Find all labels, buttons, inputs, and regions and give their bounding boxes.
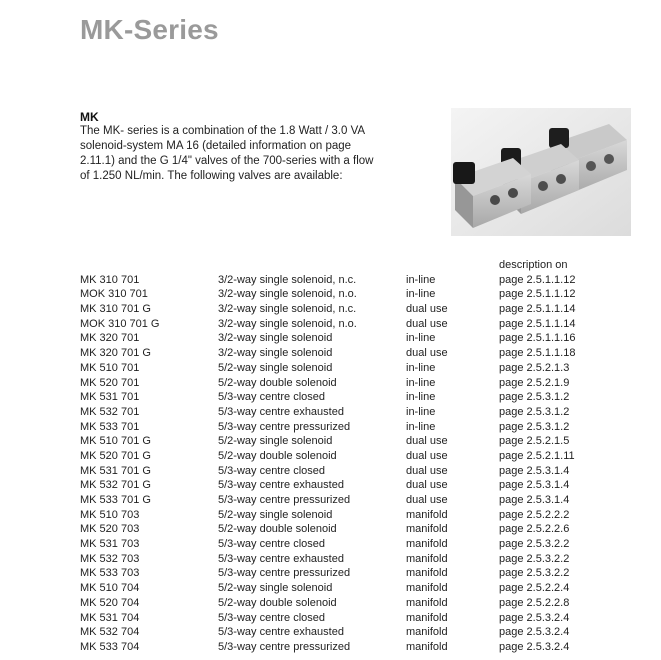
mounting-type: in-line [406,405,436,418]
mounting-type: dual use [406,494,448,506]
page-reference: page 2.5.2.1.11 [499,449,575,462]
valve-function: 3/2-way single solenoid [218,347,333,360]
mounting-type: manifold [406,538,448,551]
valve-function: 5/3-way centre exhausted [218,479,344,492]
model-code: MK 531 704 [80,611,140,624]
model-code: MK 510 704 [80,582,140,595]
model-code: MK 520 703 [80,523,140,536]
mounting-type: manifold [406,596,448,609]
model-code: MK 533 701 G [80,494,151,506]
model-code: MK 310 701 [80,273,140,286]
mounting-type: manifold [406,567,448,580]
valve-function: 5/2-way single solenoid [218,508,333,521]
valve-function: 3/2-way single solenoid, n.o. [218,317,357,330]
mounting-type: dual use [406,479,448,492]
valve-function: 5/3-way centre closed [218,464,325,477]
page-reference: page 2.5.1.1.12 [499,273,576,286]
model-code: MK 533 701 [80,420,140,433]
model-code: MOK 310 701 G [80,317,160,330]
valve-function: 5/2-way double solenoid [218,449,337,462]
valve-function: 5/3-way centre exhausted [218,552,344,565]
model-code: MK 532 703 [80,552,140,565]
model-code: MK 531 701 [80,391,140,404]
valve-function: 5/2-way double solenoid [218,523,337,536]
model-code: MK 320 701 [80,332,140,345]
page-reference: page 2.5.3.2.2 [499,552,570,565]
page-reference: page 2.5.2.2.6 [499,523,570,536]
page-reference: page 2.5.3.2.4 [499,611,570,624]
valve-function: 5/3-way centre exhausted [218,405,344,418]
model-code: MK 533 703 [80,567,140,580]
mounting-type: in-line [406,420,436,433]
page-reference: page 2.5.2.2.4 [499,582,570,595]
valve-function: 5/3-way centre pressurized [218,420,351,433]
valve-function: 5/2-way double solenoid [218,376,337,389]
valve-function: 5/2-way single solenoid [218,361,333,374]
model-code: MK 532 704 [80,626,140,639]
valve-function: 5/3-way centre closed [218,538,325,551]
mounting-type: in-line [406,361,436,374]
model-code: MK 310 701 G [80,303,151,316]
model-code: MK 520 704 [80,596,140,609]
page-reference: page 2.5.3.1.2 [499,405,570,418]
mounting-type: dual use [406,303,448,316]
mounting-type: dual use [406,317,448,330]
page-reference: page 2.5.3.1.2 [499,420,570,433]
intro-paragraph [80,124,380,184]
model-code: MK 531 703 [80,538,140,551]
model-code: MK 510 701 G [80,435,151,448]
mounting-type: in-line [406,391,436,404]
page-reference: page 2.5.2.1.3 [499,361,570,374]
page-reference: page 2.5.1.1.16 [499,332,576,345]
page-reference: page 2.5.2.1.9 [499,376,570,389]
mounting-type: dual use [406,435,448,448]
page-reference: page 2.5.3.2.2 [499,538,570,551]
mounting-type: manifold [406,523,448,536]
product-photo [451,108,631,236]
page-reference: page 2.5.3.1.4 [499,464,570,477]
valve-function: 3/2-way single solenoid, n.o. [218,288,357,301]
page-reference: page 2.5.1.1.14 [499,303,576,316]
intro-line: The MK- series is a combination of the 1.8 Watt / 3.0 VA [80,125,366,137]
mounting-type: dual use [406,464,448,477]
valve-function: 5/3-way centre exhausted [218,626,344,639]
page-reference: page 2.5.3.2.4 [499,640,570,653]
page-reference: page 2.5.2.2.8 [499,596,570,609]
mounting-type: manifold [406,640,448,653]
mounting-type: manifold [406,611,448,624]
valve-function: 5/2-way single solenoid [218,582,333,595]
mounting-type: manifold [406,508,448,521]
valve-product-image [451,108,631,236]
model-code: MK 510 701 [80,361,140,374]
model-code: MK 520 701 G [80,449,151,462]
page-reference: page 2.5.3.1.2 [499,391,570,404]
mounting-type: manifold [406,626,448,639]
page-reference: page 2.5.3.2.4 [499,626,570,639]
model-code: MK 320 701 G [80,347,151,360]
valve-function: 5/2-way double solenoid [218,596,337,609]
mounting-type: in-line [406,273,436,286]
mounting-type: in-line [406,332,436,345]
page-reference: page 2.5.2.1.5 [499,435,570,448]
valve-function: 3/2-way single solenoid, n.c. [218,273,357,286]
valve-function: 5/3-way centre pressurized [218,494,351,506]
page-reference: page 2.5.1.1.14 [499,317,576,330]
model-code: MK 520 701 [80,376,140,389]
page-reference: page 2.5.3.1.4 [499,479,570,492]
valve-function: 5/2-way single solenoid [218,435,333,448]
mounting-type: in-line [406,376,436,389]
page-reference: page 2.5.2.2.2 [499,508,570,521]
page-reference: page 2.5.3.2.2 [499,567,570,580]
valve-function: 3/2-way single solenoid [218,332,333,345]
page-title: MK-Series [80,14,219,45]
page-reference: page 2.5.1.1.12 [499,288,576,301]
model-code: MK 532 701 [80,405,140,418]
valve-function: 5/3-way centre pressurized [218,640,351,653]
intro-line: of 1.250 NL/min. The following valves are available: [80,170,343,182]
model-code: MK 531 701 G [80,464,151,477]
mounting-type: dual use [406,449,448,462]
valve-function: 3/2-way single solenoid, n.c. [218,303,357,316]
valve-function: 5/3-way centre pressurized [218,567,351,580]
intro-line: 2.11.1) and the G 1/4" valves of the 700-series with a flow [80,155,374,167]
intro-line: solenoid-system MA 16 (detailed information on page [80,140,352,152]
page-reference: page 2.5.1.1.18 [499,347,576,360]
valve-function: 5/3-way centre closed [218,391,325,404]
mounting-type: in-line [406,288,436,301]
valve-function: 5/3-way centre closed [218,611,325,624]
header-description: description on [499,259,568,271]
model-code: MK 533 704 [80,640,140,653]
model-code: MOK 310 701 [80,288,148,301]
model-code: MK 532 701 G [80,479,151,492]
model-code: MK 510 703 [80,508,140,521]
section-heading: MK [80,110,99,124]
mounting-type: manifold [406,552,448,565]
mounting-type: manifold [406,582,448,595]
mounting-type: dual use [406,347,448,360]
page-reference: page 2.5.3.1.4 [499,494,570,506]
